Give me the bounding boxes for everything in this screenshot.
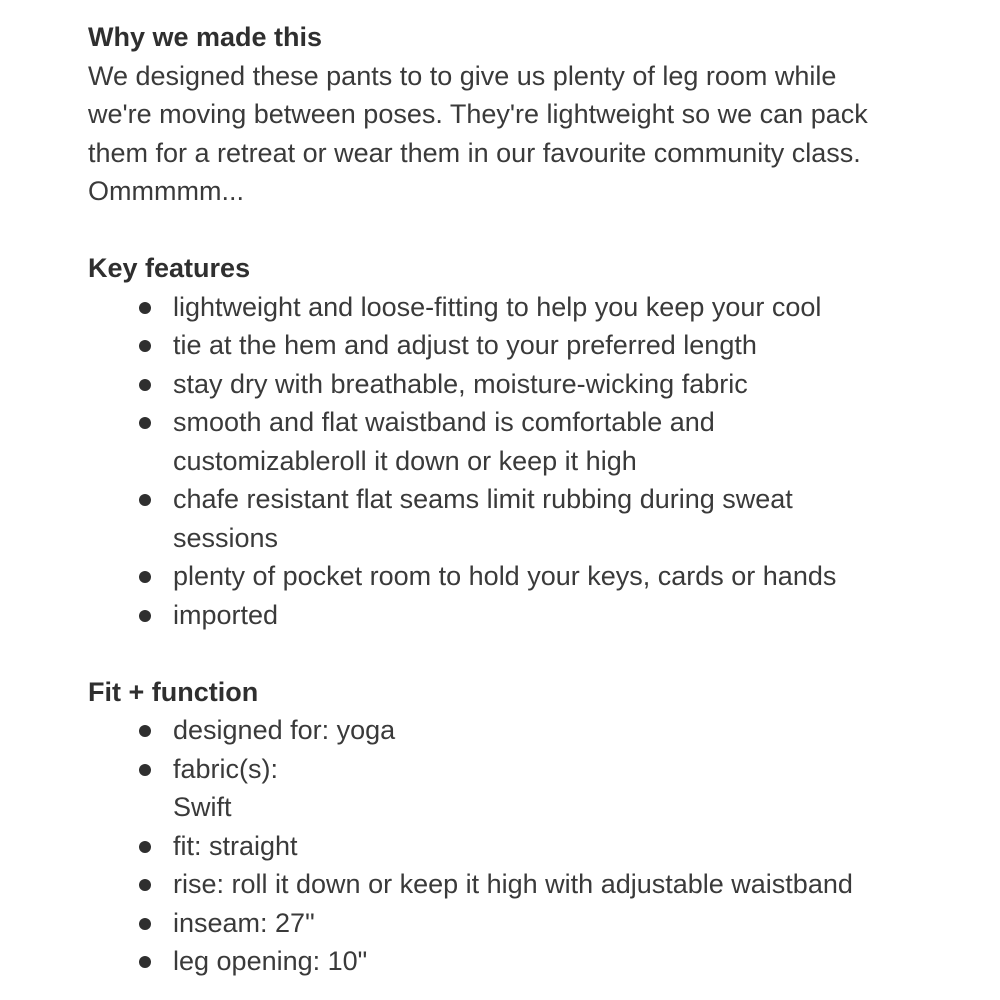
list-item xyxy=(173,750,968,827)
features-heading: Key features xyxy=(88,253,251,283)
bullet-icon xyxy=(139,494,151,506)
why-line: we're moving between poses. They're lightweight so we can pack xyxy=(88,99,868,129)
list-item xyxy=(173,711,968,750)
list-item-text: leg opening: 10" xyxy=(173,946,368,976)
product-description xyxy=(88,18,968,981)
section-spacer xyxy=(88,634,968,673)
list-item xyxy=(173,365,968,404)
list-item-text: fabric(s): xyxy=(173,753,279,784)
list-item xyxy=(173,865,968,904)
list-item-text: imported xyxy=(173,599,279,630)
bullet-icon xyxy=(139,841,151,853)
features-list xyxy=(88,288,968,635)
list-item xyxy=(173,827,968,866)
bullet-icon xyxy=(139,879,151,891)
list-item xyxy=(173,480,968,557)
list-item xyxy=(173,403,968,480)
list-item xyxy=(173,596,968,635)
fit-section xyxy=(88,673,968,981)
list-item-text: rise: roll it down or keep it high with adjustable waistband xyxy=(173,869,853,899)
list-item-text-continued: sessions xyxy=(173,522,279,553)
list-item-text: chafe resistant flat seams limit rubbing during sweat xyxy=(173,484,793,514)
list-item xyxy=(173,557,968,596)
list-item-text: smooth and flat waistband is comfortable and xyxy=(173,407,715,437)
fit-heading: Fit + function xyxy=(88,676,259,707)
fit-list xyxy=(88,711,968,981)
why-line: them for a retreat or wear them in our favourite community class. xyxy=(88,137,861,168)
bullet-icon xyxy=(139,379,151,391)
list-item-text: plenty of pocket room to hold your keys, cards or hands xyxy=(173,561,837,591)
features-section xyxy=(88,249,968,634)
list-item-text: tie at the hem and adjust to your preferred length xyxy=(173,330,757,360)
list-item xyxy=(173,326,968,365)
list-item xyxy=(173,904,968,943)
list-item-text: inseam: 27" xyxy=(173,907,315,938)
section-spacer xyxy=(88,211,968,250)
bullet-icon xyxy=(139,417,151,429)
list-item-text-continued: Swift xyxy=(173,792,232,822)
list-item-text: fit: straight xyxy=(173,830,298,861)
why-heading: Why we made this xyxy=(88,22,323,52)
bullet-icon xyxy=(139,302,151,314)
bullet-icon xyxy=(139,764,151,776)
why-line: Ommmmm... xyxy=(88,176,244,206)
list-item-text-continued: customizableroll it down or keep it high xyxy=(173,445,637,476)
bullet-icon xyxy=(139,725,151,737)
why-section xyxy=(88,18,968,211)
list-item-text: stay dry with breathable, moisture-wicking fabric xyxy=(173,368,748,399)
list-item xyxy=(173,288,968,327)
list-item xyxy=(173,942,968,981)
list-item-text: designed for: yoga xyxy=(173,715,396,745)
bullet-icon xyxy=(139,918,151,930)
bullet-icon xyxy=(139,340,151,352)
bullet-icon xyxy=(139,571,151,583)
why-line: We designed these pants to to give us plenty of leg room while xyxy=(88,60,837,91)
bullet-icon xyxy=(139,956,151,968)
bullet-icon xyxy=(139,610,151,622)
list-item-text: lightweight and loose-fitting to help you keep your cool xyxy=(173,291,822,322)
